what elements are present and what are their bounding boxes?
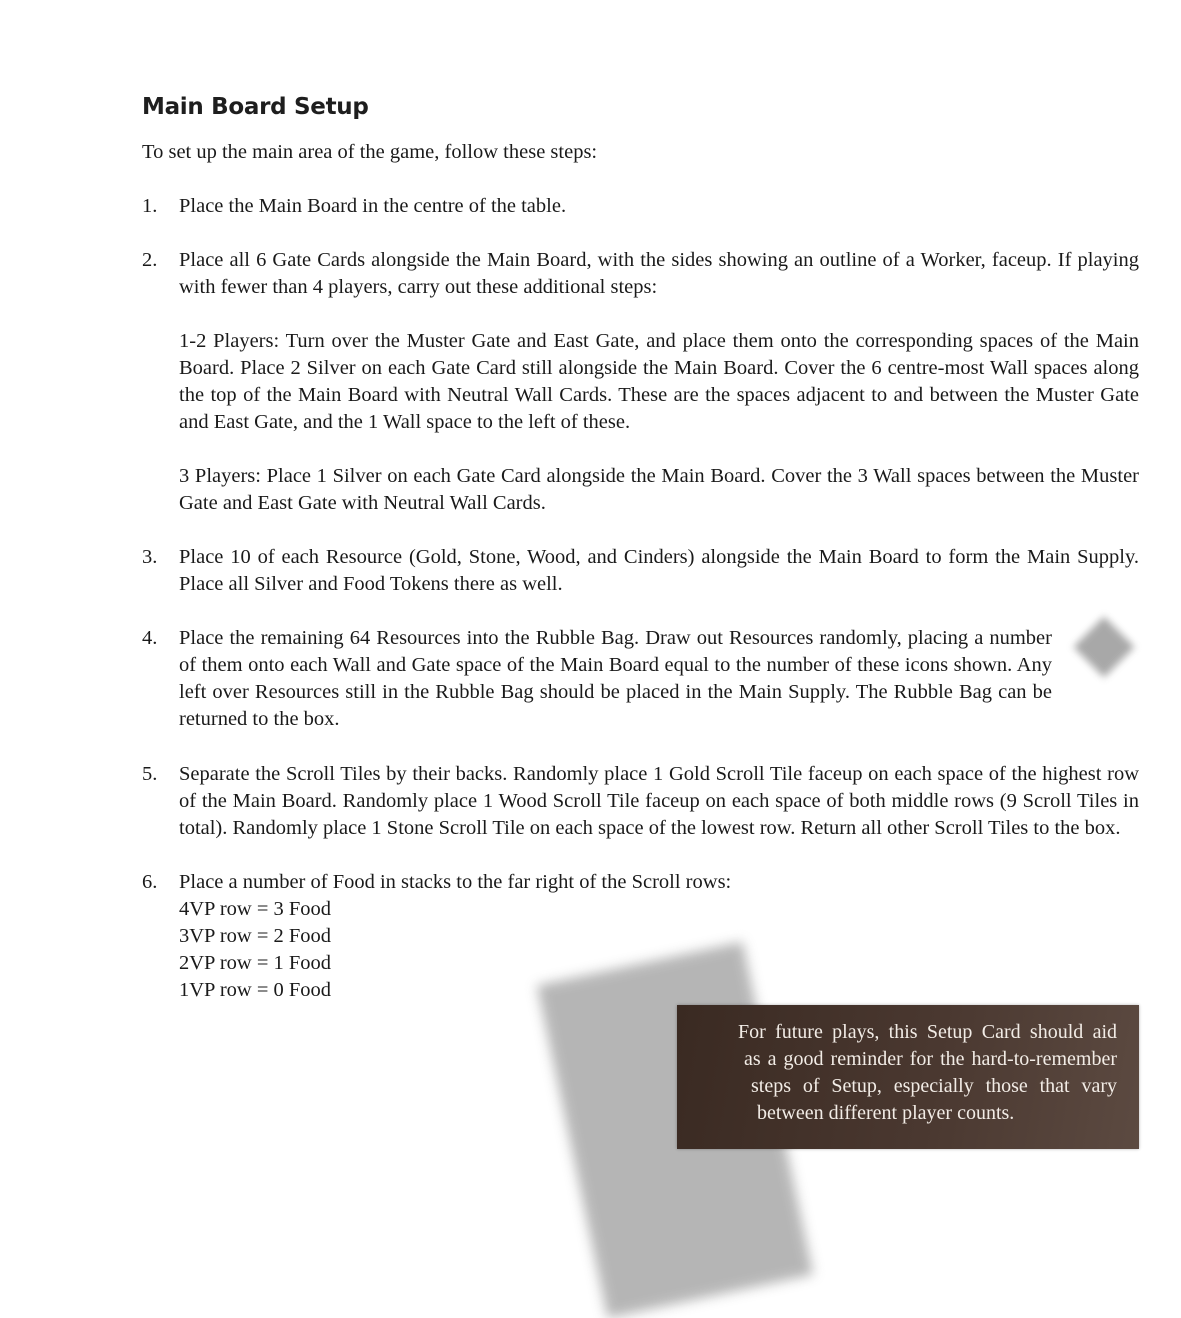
step-line: total). Randomly place 1 Stone Scroll Tile on each space of the lowest row. Return all other Scroll Tiles to the box. xyxy=(179,817,1121,839)
food-rows-list xyxy=(179,896,331,1004)
step-line: of the Main Board. Randomly place 1 Wood Scroll Tile faceup on each space of both middle rows (9 Scroll Tiles in xyxy=(179,790,1139,812)
step-number: 4. xyxy=(142,627,158,649)
step-2-players-3 xyxy=(179,463,1139,517)
intro-text: To set up the main area of the game, follow these steps: xyxy=(142,141,598,163)
food-row: 1VP row = 0 Food xyxy=(179,979,332,1001)
section-heading: Main Board Setup xyxy=(142,94,369,120)
step-text xyxy=(179,193,1139,220)
step-number: 3. xyxy=(142,546,158,568)
step-line: of them onto each Wall and Gate space of the Main Board equal to the number of these icons shown. Any xyxy=(179,654,1052,676)
step-line: Place all Silver and Food Tokens there as well. xyxy=(179,573,563,595)
sub-line: Board. Place 2 Silver on each Gate Card still alongside the Main Board. Cover the 6 centre-most Wall spaces along xyxy=(179,357,1139,379)
step-text xyxy=(179,869,1139,896)
step-line: Separate the Scroll Tiles by their backs. Randomly place 1 Gold Scroll Tile faceup on each space of the highest row xyxy=(179,763,1139,785)
food-row: 2VP row = 1 Food xyxy=(179,952,332,974)
note-line: as a good reminder for the hard-to-remember xyxy=(744,1048,1117,1070)
step-line: Place 10 of each Resource (Gold, Stone, Wood, and Cinders) alongside the Main Board to form the Main Supply. xyxy=(179,546,1139,568)
sub-line: the top of the Main Board with Neutral Wall Cards. These are the spaces adjacent to and between the Muster Gate xyxy=(179,384,1139,406)
step-line: Place the Main Board in the centre of the table. xyxy=(179,195,567,217)
step-number: 1. xyxy=(142,195,158,217)
step-line: Place the remaining 64 Resources into the Rubble Bag. Draw out Resources randomly, placing a number xyxy=(179,627,1052,649)
sub-line: 3 Players: Place 1 Silver on each Gate Card alongside the Main Board. Cover the 3 Wall spaces between the Muster xyxy=(179,465,1139,487)
step-number: 2. xyxy=(142,249,158,271)
step-text xyxy=(179,625,1052,733)
food-row: 3VP row = 2 Food xyxy=(179,925,332,947)
food-row: 4VP row = 3 Food xyxy=(179,898,332,920)
note-line: For future plays, this Setup Card should aid xyxy=(738,1021,1117,1043)
step-number: 5. xyxy=(142,763,158,785)
step-line: returned to the box. xyxy=(179,708,340,730)
note-line: steps of Setup, especially those that vary xyxy=(751,1075,1117,1097)
setup-card-note xyxy=(677,1005,1139,1149)
step-line: Place a number of Food in stacks to the far right of the Scroll rows: xyxy=(179,871,732,893)
step-line: left over Resources still in the Rubble Bag should be placed in the Main Supply. The Rubble Bag can be xyxy=(179,681,1052,703)
step-line: with fewer than 4 players, carry out these additional steps: xyxy=(179,276,658,298)
step-number: 6. xyxy=(142,871,158,893)
step-text xyxy=(179,761,1139,842)
step-text xyxy=(179,544,1139,598)
sub-line: Gate and East Gate with Neutral Wall Cards. xyxy=(179,492,546,514)
resource-icon xyxy=(1073,616,1134,677)
sub-line: and East Gate, and the 1 Wall space to the left of these. xyxy=(179,411,631,433)
step-2-players-1-2 xyxy=(179,328,1139,436)
sub-line: 1-2 Players: Turn over the Muster Gate and East Gate, and place them onto the corresponding spaces of the Main xyxy=(179,330,1139,352)
step-line: Place all 6 Gate Cards alongside the Main Board, with the sides showing an outline of a Worker, faceup. If playing xyxy=(179,249,1139,271)
note-line: between different player counts. xyxy=(757,1102,1015,1124)
step-text xyxy=(179,247,1139,301)
